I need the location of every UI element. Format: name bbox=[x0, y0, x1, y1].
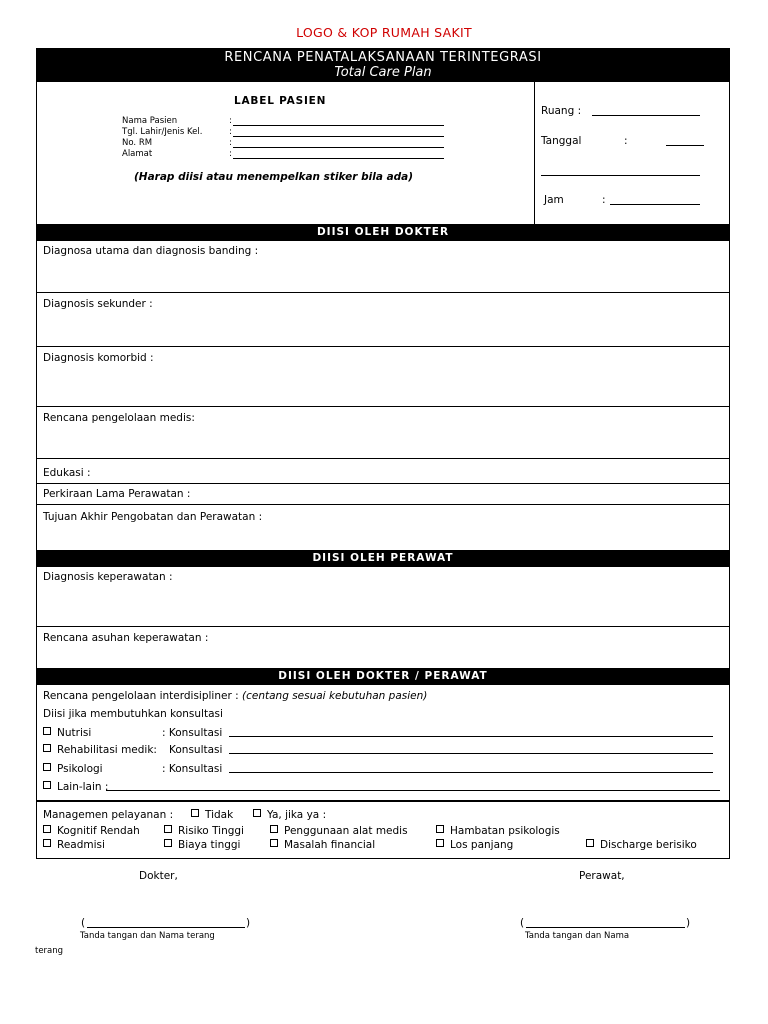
lain-lain-line[interactable] bbox=[106, 790, 720, 791]
checkbox-alat-medis[interactable] bbox=[270, 825, 408, 837]
form-title-bar bbox=[36, 48, 730, 81]
checkbox-icon[interactable] bbox=[586, 839, 594, 847]
option-label: Hambatan psikologis bbox=[450, 825, 560, 837]
ya-label: Ya, jika ya : bbox=[267, 809, 327, 821]
doctor-signature-line[interactable] bbox=[87, 927, 245, 928]
rencana-pengelolaan-medis-field[interactable]: Rencana pengelolaan medis: bbox=[43, 412, 195, 424]
ruang-line[interactable] bbox=[592, 115, 700, 116]
checkbox-icon[interactable] bbox=[43, 744, 51, 752]
logo-kop-text: LOGO & KOP RUMAH SAKIT bbox=[296, 25, 472, 40]
tanggal-line[interactable] bbox=[666, 145, 704, 146]
checkbox-icon[interactable] bbox=[436, 839, 444, 847]
tgl-lahir-line[interactable] bbox=[233, 136, 444, 137]
interdisipliner-note: (centang sesuai kebutuhan pasien) bbox=[242, 690, 428, 702]
nutrisi-konsultasi-label: : Konsultasi bbox=[162, 727, 223, 739]
nurse-sign-open-paren: ( bbox=[520, 917, 525, 929]
checkbox-los-panjang[interactable] bbox=[436, 839, 513, 851]
patient-label-note: (Harap diisi atau menempelkan stiker bila ada) bbox=[134, 171, 414, 183]
tidak-label: Tidak bbox=[205, 809, 234, 821]
row-divider bbox=[36, 292, 730, 293]
checkbox-icon[interactable] bbox=[164, 839, 172, 847]
checkbox-masalah-financial[interactable] bbox=[270, 839, 375, 851]
field-sep: : bbox=[229, 116, 232, 126]
row-divider bbox=[36, 406, 730, 407]
checkbox-readmisi[interactable] bbox=[43, 839, 105, 851]
diagnosis-keperawatan-field[interactable]: Diagnosis keperawatan : bbox=[43, 571, 173, 583]
checkbox-risiko-tinggi[interactable] bbox=[164, 825, 244, 837]
jam-line[interactable] bbox=[610, 204, 700, 205]
diagnosa-utama-field[interactable]: Diagnosa utama dan diagnosis banding : bbox=[43, 245, 259, 257]
psikologi-konsultasi-line[interactable] bbox=[229, 772, 713, 773]
nama-pasien-line[interactable] bbox=[233, 125, 444, 126]
rehabilitasi-konsultasi-line[interactable] bbox=[229, 753, 713, 754]
checkbox-biaya-tinggi[interactable] bbox=[164, 839, 240, 851]
interdisipliner-text: Rencana pengelolaan interdisipliner : bbox=[43, 690, 239, 702]
section-bar-dokter: DIISI OLEH DOKTER bbox=[36, 225, 730, 240]
option-label: Readmisi bbox=[57, 839, 105, 851]
checkbox-icon[interactable] bbox=[253, 809, 261, 817]
patient-box-divider bbox=[534, 81, 535, 225]
row-divider bbox=[36, 483, 730, 484]
checkbox-icon[interactable] bbox=[270, 839, 278, 847]
dokter-signature-label: Dokter, bbox=[139, 870, 178, 882]
checkbox-kognitif[interactable] bbox=[43, 825, 140, 837]
diagnosis-sekunder-field[interactable]: Diagnosis sekunder : bbox=[43, 298, 153, 310]
section-bar-dokter-perawat: DIISI OLEH DOKTER / PERAWAT bbox=[36, 669, 730, 684]
perawat-signature-label: Perawat, bbox=[579, 870, 625, 882]
option-label: Masalah financial bbox=[284, 839, 376, 851]
checkbox-rehabilitasi[interactable] bbox=[43, 744, 157, 756]
jam-label: Jam bbox=[544, 194, 564, 206]
tujuan-akhir-field[interactable]: Tujuan Akhir Pengobatan dan Perawatan : bbox=[43, 511, 263, 523]
interdisipliner-label bbox=[43, 690, 427, 702]
nutrisi-konsultasi-line[interactable] bbox=[229, 736, 713, 737]
checkbox-tidak[interactable] bbox=[191, 809, 233, 821]
option-label: Risiko Tinggi bbox=[178, 825, 244, 837]
checkbox-icon[interactable] bbox=[43, 763, 51, 771]
field-label-alamat: Alamat bbox=[122, 149, 153, 159]
option-label: Los panjang bbox=[450, 839, 514, 851]
field-label-nama: Nama Pasien bbox=[122, 116, 178, 126]
form-subtitle: Total Care Plan bbox=[334, 65, 432, 80]
nutrisi-label: Nutrisi bbox=[57, 727, 92, 739]
field-label-no-rm: No. RM bbox=[122, 138, 153, 148]
nurse-sign-close-paren: ) bbox=[686, 917, 691, 929]
form-title: RENCANA PENATALAKSANAAN TERINTEGRASI bbox=[224, 50, 542, 65]
edukasi-field[interactable]: Edukasi : bbox=[43, 467, 91, 479]
checkbox-icon[interactable] bbox=[43, 781, 51, 789]
doctor-sign-open-paren: ( bbox=[81, 917, 86, 929]
checkbox-ya[interactable] bbox=[253, 809, 326, 821]
checkbox-icon[interactable] bbox=[270, 825, 278, 833]
row-divider bbox=[36, 504, 730, 505]
checkbox-psikologi[interactable] bbox=[43, 763, 103, 775]
checkbox-icon[interactable] bbox=[43, 727, 51, 735]
section-bar-perawat: DIISI OLEH PERAWAT bbox=[36, 551, 730, 566]
checkbox-icon[interactable] bbox=[191, 809, 199, 817]
option-label: Biaya tinggi bbox=[178, 839, 241, 851]
rehabilitasi-konsultasi-label: Konsultasi bbox=[169, 744, 223, 756]
checkbox-icon[interactable] bbox=[43, 825, 51, 833]
managemen-pelayanan-label: Managemen pelayanan : bbox=[43, 809, 174, 821]
diagnosis-komorbid-field[interactable]: Diagnosis komorbid : bbox=[43, 352, 154, 364]
row-divider bbox=[36, 626, 730, 627]
row-divider bbox=[36, 458, 730, 459]
checkbox-icon[interactable] bbox=[164, 825, 172, 833]
checkbox-discharge[interactable] bbox=[586, 839, 697, 851]
alamat-line[interactable] bbox=[233, 158, 444, 159]
psikologi-label: Psikologi bbox=[57, 763, 103, 775]
rehabilitasi-label: Rehabilitasi medik: bbox=[57, 744, 157, 756]
checkbox-lain-lain[interactable] bbox=[43, 781, 108, 793]
doctor-signature-caption: Tanda tangan dan Nama terang bbox=[80, 931, 215, 941]
option-label: Discharge berisiko bbox=[600, 839, 697, 851]
checkbox-icon[interactable] bbox=[43, 839, 51, 847]
field-sep: : bbox=[229, 127, 232, 137]
perkiraan-lama-perawatan-field[interactable]: Perkiraan Lama Perawatan : bbox=[43, 488, 191, 500]
field-sep: : bbox=[229, 138, 232, 148]
nurse-signature-caption: Tanda tangan dan Nama bbox=[525, 931, 630, 941]
rencana-asuhan-field[interactable]: Rencana asuhan keperawatan : bbox=[43, 632, 209, 644]
tanggal-line-2[interactable] bbox=[541, 175, 700, 176]
nurse-signature-line[interactable] bbox=[526, 927, 685, 928]
option-label: Kognitif Rendah bbox=[57, 825, 140, 837]
doctor-signature-caption-wrap: terang bbox=[35, 946, 64, 956]
ruang-label: Ruang : bbox=[541, 105, 582, 117]
lain-lain-label: Lain-lain : bbox=[57, 781, 109, 793]
doctor-sign-close-paren: ) bbox=[246, 917, 251, 929]
checkbox-icon[interactable] bbox=[436, 825, 444, 833]
field-sep: : bbox=[229, 149, 232, 159]
psikologi-konsultasi-label: : Konsultasi bbox=[162, 763, 223, 775]
field-label-tgl-lahir: Tgl. Lahir/Jenis Kel. bbox=[122, 127, 203, 137]
tanggal-label: Tanggal bbox=[541, 135, 582, 147]
label-pasien-heading: LABEL PASIEN bbox=[234, 95, 327, 107]
no-rm-line[interactable] bbox=[233, 147, 444, 148]
consult-note: Diisi jika membutuhkan konsultasi bbox=[43, 708, 223, 720]
checkbox-nutrisi[interactable] bbox=[43, 727, 91, 739]
checkbox-hambatan[interactable] bbox=[436, 825, 560, 837]
jam-sep: : bbox=[602, 194, 606, 206]
option-label: Penggunaan alat medis bbox=[284, 825, 408, 837]
row-divider bbox=[36, 346, 730, 347]
tanggal-sep: : bbox=[624, 135, 628, 147]
